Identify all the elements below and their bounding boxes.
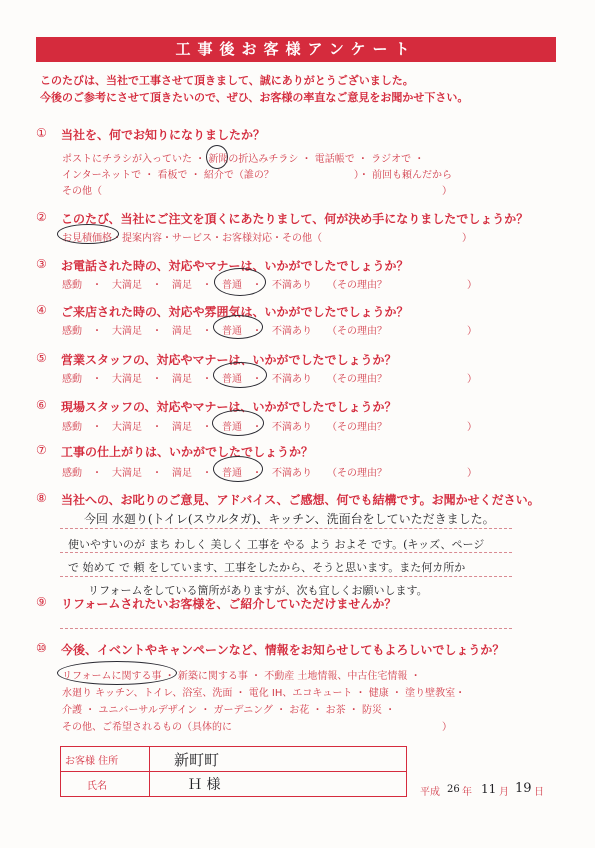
comment-handwriting-line-1[interactable]: 今回 水廻り(トイレ(スウルタガ)、キッチン、洗面台をしていただきました。 — [84, 512, 495, 526]
question-5-text: 営業スタッフの、対応やマナーは、いかがでしたでしょうか？ — [61, 353, 397, 367]
customer-address-handwriting[interactable]: 新町町 — [174, 751, 220, 769]
question-7-text: 工事の仕上がりは、いかがでしたでしょうか？ — [61, 445, 314, 459]
question-8-text: 当社への、お叱りのご意見、アドバイス、ご感想、何でも結構です。お聞かせください。 — [61, 493, 540, 507]
question-10-options-line-3[interactable]: 介護 ・ ユニバーサルデザイン ・ ガーデニング ・ お花 ・ お茶 ・ 防災 ・ — [62, 705, 396, 716]
question-3-options[interactable]: 感動 ・ 大満足 ・ 満足 ・ 普通 ・ 不満あり （その理由？ ） — [62, 280, 477, 291]
question-7-number: ⑦ — [36, 443, 47, 457]
question-10-number: ⑩ — [36, 641, 47, 655]
question-1-number: ① — [36, 126, 47, 140]
date-month-label: 月 — [499, 787, 509, 798]
question-6-options[interactable]: 感動 ・ 大満足 ・ 満足 ・ 普通 ・ 不満あり （その理由？ ） — [62, 422, 477, 433]
selection-circle-q10 — [57, 661, 177, 685]
survey-title-banner: 工事後お客様アンケート — [36, 37, 556, 62]
customer-info-box — [60, 746, 407, 797]
question-10-options-line-2[interactable]: 水廻り キッチン、トイレ、浴室、洗面 ・ 電化 IH、エコキュート ・ 健康 ・ 塗り壁教室・ — [62, 688, 466, 699]
question-5-number: ⑤ — [36, 351, 47, 365]
question-5-options[interactable]: 感動 ・ 大満足 ・ 満足 ・ 普通 ・ 不満あり （その理由？ ） — [62, 374, 477, 385]
question-4-options[interactable]: 感動 ・ 大満足 ・ 満足 ・ 普通 ・ 不満あり （その理由？ ） — [62, 326, 477, 337]
question-2-text: このたび、当社にご注文を頂くにあたりまして、何が決め手になりましたでしょうか？ — [61, 212, 529, 226]
question-1-text: 当社を、何でお知りになりましたか？ — [61, 128, 266, 142]
selection-circle-q1 — [206, 145, 228, 169]
referral-rule — [60, 628, 512, 629]
date-day-handwriting[interactable]: 19 — [515, 781, 532, 796]
selection-circle-q3 — [214, 268, 266, 296]
question-9-text: リフォームされたいお客様を、ご紹介していただけませんか？ — [61, 597, 397, 611]
selection-circle-q4 — [213, 315, 263, 339]
question-2-number: ② — [36, 210, 47, 224]
comment-rule-1 — [60, 528, 512, 529]
question-10-options-line-1[interactable]: リフォームに関する事 ・ 新築に関する事 ・ 不動産 土地情報、中古住宅情報 ・ — [62, 671, 421, 682]
intro-line-1: このたびは、当社で工事させて頂きまして、誠にありがとうございました。 — [40, 74, 414, 87]
question-3-text: お電話された時の、対応やマナーは、いかがでしたでしょうか？ — [61, 259, 409, 273]
customer-name-handwriting[interactable]: Ｈ 様 — [188, 777, 221, 793]
question-9-number: ⑨ — [36, 595, 47, 609]
selection-circle-q6 — [212, 410, 264, 436]
address-field[interactable] — [150, 747, 407, 772]
question-4-number: ④ — [36, 303, 47, 317]
question-7-options[interactable]: 感動 ・ 大満足 ・ 満足 ・ 普通 ・ 不満あり （その理由？ ） — [62, 468, 477, 479]
question-3-number: ③ — [36, 257, 47, 271]
address-label: お客様 住所 — [61, 747, 150, 772]
question-2-options[interactable]: お見積価格・提案内容・サービス・お客様対応・その他（ ） — [62, 233, 472, 244]
comment-rule-3 — [60, 576, 512, 577]
intro-line-2: 今後のご参考にさせて頂きたいので、ぜひ、お客様の率直なご意見をお聞かせ下さい。 — [40, 91, 469, 104]
name-label: 氏名 — [61, 772, 150, 797]
date-day-label: 日 — [534, 787, 544, 798]
comment-rule-2 — [60, 552, 512, 553]
question-1-options-line-2[interactable]: インターネットで ・ 看板で ・ 紹介で（誰の？ ）・ 前回も頼んだから — [62, 170, 452, 181]
question-10-options-line-4[interactable]: その他、ご希望されるもの（具体的に ） — [62, 722, 452, 733]
question-8-number: ⑧ — [36, 491, 47, 505]
date-year-handwriting[interactable]: 26 — [447, 784, 460, 795]
name-field[interactable] — [150, 772, 407, 797]
question-1-options-line-3[interactable]: その他（ ） — [62, 186, 452, 197]
question-1-options-line-1[interactable]: ポストにチラシが入っていた ・ 新聞の折込みチラシ ・ 電話帳で ・ ラジオで ・ — [62, 154, 425, 165]
date-year-label: 年 — [462, 787, 472, 798]
selection-circle-q5 — [213, 362, 267, 388]
date-field[interactable] — [420, 776, 570, 806]
comment-handwriting-line-2[interactable]: 使いやすいのが まち わしく 美しく 工事を やる よう およそ です。(キッズ、ページ — [68, 538, 485, 551]
selection-circle-q2 — [57, 224, 119, 244]
date-era-label: 平成 — [420, 787, 440, 798]
question-4-text: ご来店された時の、対応や雰囲気は、いかがでしたでしょうか？ — [61, 305, 409, 319]
question-6-text: 現場スタッフの、対応やマナーは、いかがでしたでしょうか？ — [61, 400, 397, 414]
date-month-handwriting[interactable]: 11 — [481, 782, 497, 796]
question-10-text: 今後、イベントやキャンペーンなど、情報をお知らせしてもよろしいでしょうか？ — [61, 643, 505, 657]
question-6-number: ⑥ — [36, 398, 47, 412]
comment-handwriting-line-4[interactable]: リフォームをしている箇所がありますが、次も宜しくお願いします。 — [88, 584, 428, 597]
selection-circle-q7 — [213, 456, 263, 482]
comment-handwriting-line-3[interactable]: で 始めて で 頼 をしています、工事をしたから、そうと思います。また何カ所か — [68, 561, 466, 574]
